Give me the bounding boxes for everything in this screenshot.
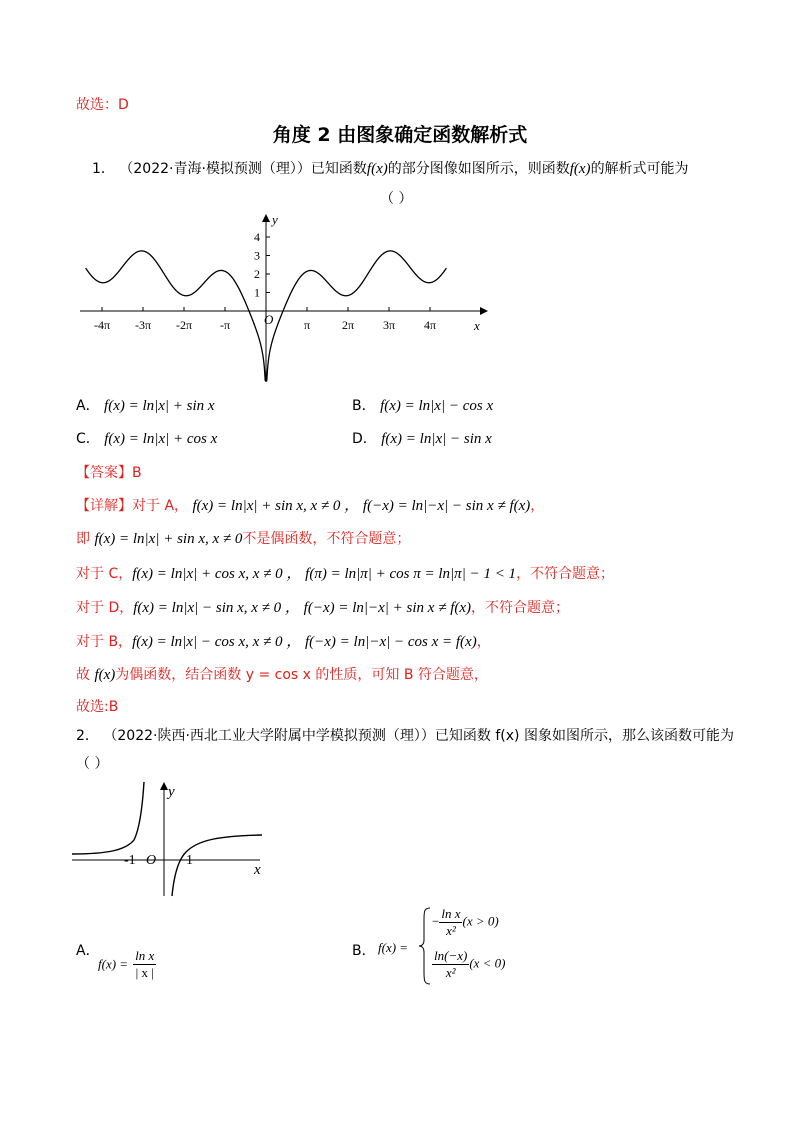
case-condition: (x < 0) [469, 955, 506, 971]
detail-math: f(x) [94, 667, 116, 683]
q1-x-tick-label: -3π [134, 318, 152, 332]
q2-option-b-label[interactable]: B． [352, 943, 376, 959]
detail-text: 即 [76, 531, 95, 547]
q1-stem-c: 的解析式可能为 [590, 161, 689, 177]
option-label: D． [352, 431, 377, 447]
q2-graph [68, 780, 278, 900]
q2-option-a-label[interactable]: A． [76, 943, 100, 959]
q1-y-arrow [262, 214, 270, 222]
q1-x-tick-label: 2π [341, 318, 355, 332]
q1-detail-5 [76, 630, 491, 651]
q1-y-label: y [272, 212, 278, 227]
option-fraction [133, 948, 156, 981]
fraction-numerator: ln x [441, 906, 461, 921]
q1-option-a[interactable] [76, 395, 215, 415]
detail-tail: 为偶函数，结合函数 y = cos x 的性质，可知 B 符合题意， [115, 667, 488, 683]
case-sign: − [432, 913, 440, 929]
option-expr: f(x) = ln|x| − sin x [381, 431, 492, 447]
detail-text: 对于 B， [76, 634, 133, 650]
q2-tick-pos: 1 [186, 853, 193, 868]
q1-y-tick-label: 1 [254, 285, 260, 300]
fraction-denominator: | x | [135, 965, 154, 980]
q1-detail-2 [76, 528, 410, 548]
q2-y-arrow [160, 782, 168, 790]
q2-tick-neg: -1 [124, 853, 136, 868]
q2-option-b-lhs[interactable] [378, 940, 408, 956]
q2-option-b-case-1 [432, 906, 499, 939]
fraction-numerator: ln(−x) [434, 948, 468, 963]
q2-stem-text: 已知函数 f(x) 图象如图所示，那么该函数可能为 [434, 728, 734, 744]
fraction-denominator: x² [446, 923, 456, 938]
fraction-denominator: x² [445, 965, 456, 980]
detail-text: 对于 A， [132, 498, 189, 514]
detail-tail: ，不符合题意； [516, 566, 615, 582]
q1-x-arrow [480, 307, 488, 315]
q1-answer [76, 462, 142, 482]
detail-text: 故 [76, 667, 95, 683]
q1-func: f(x) [366, 161, 388, 177]
option-label: B． [352, 398, 376, 414]
q1-detail-3 [76, 562, 614, 583]
q1-x-tick-label: 3π [382, 318, 396, 332]
detail-tag: 【详解】 [76, 498, 132, 514]
q1-conclusion: 故选:B [76, 699, 119, 715]
q1-y-tick-label: 4 [254, 230, 260, 244]
q1-func-2: f(x) [569, 161, 591, 177]
q1-x-tick-label: 4π [423, 318, 437, 332]
q2-source: （2022·陕西·西北工业大学附属中学模拟预测（理）） [103, 728, 435, 744]
q2-curve-left [72, 782, 144, 854]
detail-math: f(x) = ln|x| − cos x, x ≠ 0 ， f(−x) = ln|−x| − cos x = f(x) [132, 634, 477, 650]
q1-source: （2022·青海·模拟预测（理）） [119, 161, 311, 177]
q1-detail-1 [76, 494, 544, 515]
option-label: C． [76, 431, 100, 447]
fraction-numerator: ln x [135, 948, 155, 963]
q2-number: 2． [76, 728, 99, 744]
q2-option-b-brace [418, 906, 432, 986]
q1-option-b[interactable] [352, 395, 493, 415]
q2-origin: O [146, 853, 157, 868]
q1-answer-paren: （ ） [380, 191, 413, 207]
q2-option-b-case-2 [432, 948, 506, 981]
q1-origin: O [264, 312, 274, 327]
q2-stem [76, 725, 734, 745]
q1-y-tick-label: 2 [254, 267, 260, 281]
section-title: 角度 2 由图象确定函数解析式 [272, 124, 528, 146]
answer-value: B [132, 465, 142, 481]
detail-text: 对于 D， [76, 600, 134, 616]
case-fraction [439, 906, 462, 939]
q1-detail-4 [76, 596, 569, 617]
q1-y-tick-label: 3 [254, 248, 260, 263]
option-expr: f(x) = ln|x| − cos x [380, 398, 494, 414]
option-expr: f(x) = ln|x| + cos x [104, 431, 218, 447]
q2-y-label: y [168, 784, 175, 800]
q1-number: 1． [92, 161, 115, 177]
q1-detail-6 [76, 664, 488, 684]
answer-tag: 【答案】 [76, 465, 132, 481]
detail-math: f(x) = ln|x| + cos x, x ≠ 0 ， f(π) = ln|π| + cos π = ln|π| − 1 < 1 [132, 566, 517, 582]
q1-curve-right [266, 251, 446, 381]
q1-stem-b: 的部分图像如图所示，则函数 [387, 161, 570, 177]
detail-tail: 不是偶函数，不符合题意； [242, 531, 411, 547]
option-expr: f(x) = ln|x| + sin x [104, 398, 215, 414]
q1-x-tick-label: -4π [93, 318, 111, 332]
q2-x-label: x [254, 862, 261, 878]
q1-stem-a: 已知函数 [310, 161, 367, 177]
case-fraction [432, 948, 469, 981]
q1-option-c[interactable] [76, 428, 217, 448]
q1-x-tick-label: π [303, 318, 311, 332]
q1-curve-left [86, 248, 266, 381]
previous-conclusion: 故选：D [76, 97, 129, 113]
q1-x-label: x [474, 318, 480, 333]
detail-tail: ，不符合题意； [471, 600, 570, 616]
detail-math: f(x) = ln|x| + sin x, x ≠ 0 ， f(−x) = ln|−x| − sin x ≠ f(x) [192, 498, 531, 514]
q1-x-tick-label: -2π [175, 318, 193, 332]
option-lhs: f(x) = [378, 940, 409, 955]
detail-tail: ， [530, 498, 545, 514]
q1-x-tick-label: -π [219, 318, 231, 332]
case-condition: (x > 0) [462, 913, 499, 929]
option-lhs: f(x) = [98, 956, 129, 972]
q1-graph [76, 210, 496, 385]
q2-option-a[interactable] [98, 948, 156, 981]
detail-tail: ， [476, 634, 491, 650]
option-label: A． [76, 398, 100, 414]
q1-option-d[interactable] [352, 428, 492, 448]
q1-stem [92, 158, 689, 178]
detail-text: 对于 C， [76, 566, 133, 582]
detail-math: f(x) = ln|x| + sin x, x ≠ 0 [94, 531, 243, 547]
detail-math: f(x) = ln|x| − sin x, x ≠ 0 ， f(−x) = ln|−x| + sin x ≠ f(x) [133, 600, 472, 616]
q2-answer-paren: （ ） [76, 756, 109, 772]
